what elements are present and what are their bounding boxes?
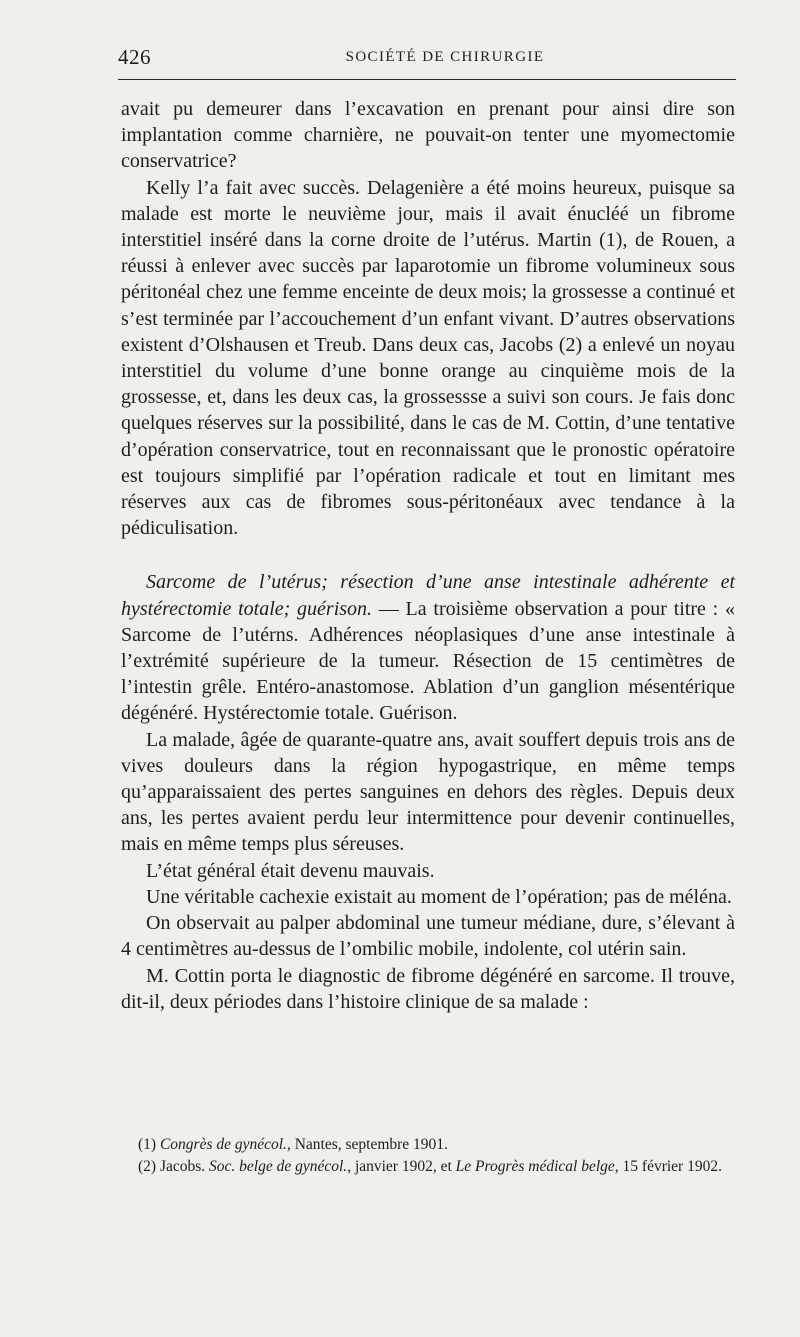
- paragraph-cachexia: Une véritable cachexie existait au moment de l’opération; pas de méléna.: [146, 885, 732, 908]
- footnotes: [121, 1134, 735, 1178]
- footnote-2-details: , 15 février 1902.: [614, 1158, 722, 1175]
- running-title: SOCIÉTÉ DE CHIRURGIE: [345, 49, 545, 65]
- footnote-2-journal-2: Le Progrès médical belge: [455, 1158, 615, 1175]
- observation-text: — La troisième observation a pour titre : « Sarcome de l’utérns. Adhérences néoplasiques d’une anse intestinale à l’extrémité supérieure de la tumeur. Résection de 15 centimètres de l’intestin grêle. Entéro-anastomose. Ablation d’un ganglion mésentérique dégénéré. Hystérectomie totale. Guérison.: [121, 597, 735, 725]
- paragraph-general-state: L’état général était devenu mauvais.: [146, 859, 435, 882]
- footnote-2-number: (2) Jacobs.: [138, 1158, 210, 1175]
- page-header: [118, 42, 736, 72]
- section-spacer: [121, 541, 735, 569]
- paragraph-diagnosis: M. Cottin porta le diagnostic de fibrome dégénéré en sarcome. Il trouve, dit-il, deux périodes dans l’histoire clinique de sa malade :: [121, 964, 735, 1013]
- footnote-2: [121, 1156, 735, 1178]
- footnote-1-details: , Nantes, septembre 1901.: [286, 1136, 448, 1153]
- paragraph-kelly: Kelly l’a fait avec succès. Delagenière a été moins heureux, puisque sa malade est morte le neuvième jour, mais il avait énucléé un fibrome interstitiel inséré dans la corne droite de l’utérus. Martin (1), de Rouen, a réussi à enlever avec succès par laparotomie un fibrome volumineux sous péritonéal chez une femme enceinte de deux mois; la grossesse a continué et s’est terminée par l’accouchement d’un enfant vivant. D’autres observations existent d’Olshausen et Treub. Dans deux cas, Jacobs (2) a enlevé un noyau interstitiel du volume d’une bonne orange au cinquième mois de la grossesse, et, dans les deux cas, la grossessse a suivi son cours. Je fais donc quelques réserves sur la possibilité, dans le cas de M. Cottin, d’une tentative d’opération conservatrice, tout en reconnaissant que le pronostic opératoire est toujours simplifié par l’opération radicale et tout en limitant mes réserves aux cas de fibromes sous-péritonéaux avec tendance à la pédiculisation.: [121, 176, 735, 540]
- main-text: [121, 96, 735, 1015]
- footnote-1-number: (1): [138, 1136, 160, 1153]
- header-rule: [118, 79, 736, 80]
- footnote-1: [121, 1134, 735, 1156]
- footnote-1-journal: Congrès de gynécol.: [159, 1136, 287, 1153]
- page-number: 426: [118, 45, 151, 69]
- footnote-2-mid: , janvier 1902, et: [347, 1158, 456, 1175]
- paragraph-patient-history: La malade, âgée de quarante-quatre ans, avait souffert depuis trois ans de vives douleurs dans la région hypogastrique, en même temps qu’apparaissaient des pertes sanguines en dehors des règles. Depuis deux ans, les pertes avaient perdu leur intermittence pour devenir continuelles, mais en même temps plus séreuses.: [121, 728, 735, 856]
- paragraph-continuation: avait pu demeurer dans l’excavation en prenant pour ainsi dire son implantation comme charnière, ne pouvait-on tenter une myomectomie conservatrice?: [121, 98, 735, 173]
- footnote-2-journal: Soc. belge de gynécol.: [209, 1158, 348, 1175]
- paragraph-palpation: On observait au palper abdominal une tumeur médiane, dure, s’élevant à 4 centimètres au-dessus de l’ombilic mobile, indolente, col utérin sain.: [121, 912, 735, 961]
- paragraph-sarcome-observation: [121, 569, 735, 726]
- observation-title: Sarcome de l’utérus; résection d’une anse intestinale adhérente et hystérectomie totale; guérison.: [121, 571, 735, 620]
